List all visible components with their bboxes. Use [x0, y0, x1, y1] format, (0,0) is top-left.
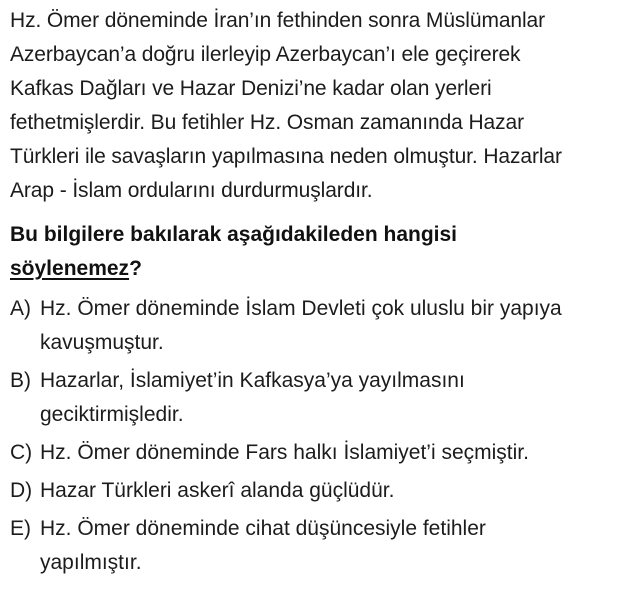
question-keyword-underlined: söylenemez	[10, 257, 130, 280]
option-letter: A)	[10, 297, 31, 320]
option-text-continued: yapılmıştır.	[40, 551, 142, 574]
option-a[interactable]	[10, 292, 627, 360]
passage-line: Kafkas Dağları ve Hazar Denizi’ne kadar olan yerleri	[10, 77, 492, 100]
option-letter: D)	[10, 479, 33, 502]
answer-options	[10, 292, 627, 580]
option-letter: E)	[10, 517, 31, 540]
option-letter: B)	[10, 369, 31, 392]
passage-line: Türkleri ile savaşların yapılmasına neden olmuştur. Hazarlar	[10, 145, 562, 168]
option-text-continued: geciktirmişledir.	[40, 403, 184, 426]
question-passage	[10, 4, 627, 208]
option-text: Hz. Ömer döneminde Fars halkı İslamiyet’i seçmiştir.	[40, 441, 529, 464]
option-text: Hz. Ömer döneminde İslam Devleti çok uluslu bir yapıya	[40, 297, 562, 320]
option-letter: C)	[10, 441, 33, 464]
passage-line: Arap - İslam ordularını durdurmuşlardır.	[10, 179, 373, 202]
option-text: Hazarlar, İslamiyet’in Kafkasya’ya yayılmasını	[40, 369, 465, 392]
passage-line: fethetmişlerdir. Bu fetihler Hz. Osman zamanında Hazar	[10, 111, 524, 134]
option-text-continued: kavuşmuştur.	[40, 331, 164, 354]
question-stem-line: Bu bilgilere bakılarak aşağıdakileden hangisi	[10, 223, 457, 246]
option-text: Hazar Türkleri askerî alanda güçlüdür.	[40, 479, 395, 502]
option-b[interactable]	[10, 364, 627, 432]
option-text: Hz. Ömer döneminde cihat düşüncesiyle fetihler	[40, 517, 486, 540]
question-mark: ?	[129, 257, 142, 280]
question-stem	[10, 218, 627, 286]
passage-line: Azerbaycan’a doğru ilerleyip Azerbaycan’ı ele geçirerek	[10, 43, 521, 66]
question-stem-line	[10, 252, 627, 286]
passage-line: Hz. Ömer döneminde İran’ın fethinden sonra Müslümanlar	[10, 9, 546, 32]
option-d[interactable]	[10, 474, 627, 508]
option-e[interactable]	[10, 512, 627, 580]
option-c[interactable]	[10, 436, 627, 470]
